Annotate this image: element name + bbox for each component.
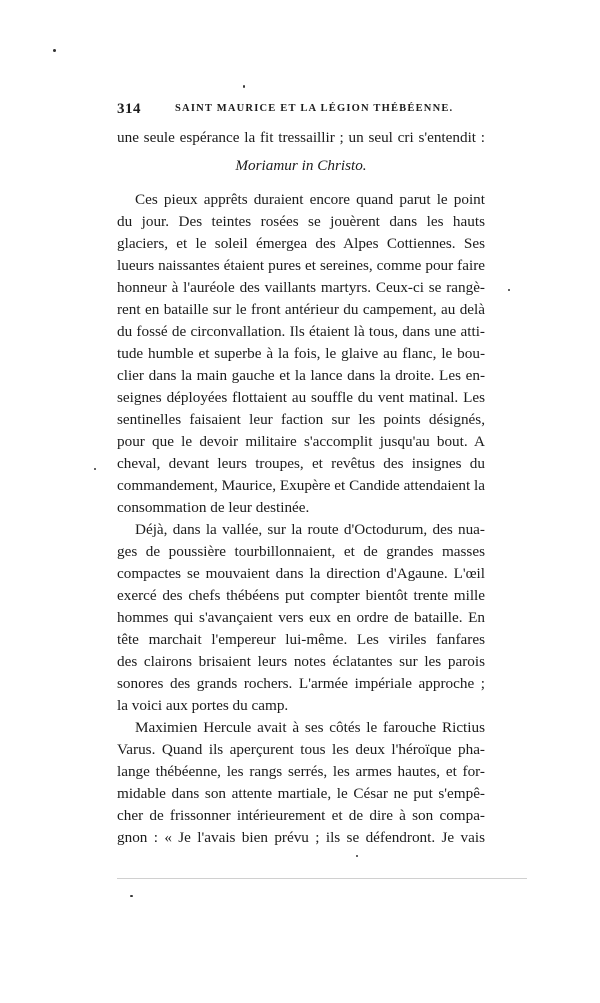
text-line: Varus. Quand ils aperçurent tous les deux l'héroïque pha- [117, 741, 485, 758]
body-text [117, 127, 485, 849]
text-line: une seule espérance la fit tressaillir ; un seul cri s'entendit : [117, 129, 485, 146]
page-number: 314 [117, 101, 141, 117]
print-speck [130, 895, 133, 897]
text-line: lueurs naissantes étaient pures et sereines, comme pour faire [117, 257, 485, 274]
print-speck [243, 85, 245, 88]
text-line: hommes qui s'avançaient vers eux en ordre de bataille. En [117, 609, 485, 626]
text-line: tude humble et superbe à la fois, le glaive au flanc, le bou- [117, 345, 485, 362]
motto: Moriamur in Christo. [235, 157, 367, 174]
text-line: du fossé de circonvallation. Ils étaient là tous, dans une atti- [117, 323, 485, 340]
paragraph-1 [117, 189, 485, 519]
text-line: des clairons brisaient leurs notes éclatantes sur les parois [117, 653, 485, 670]
text-line: sentinelles faisaient leur faction sur les points désignés, [117, 411, 485, 428]
text-line: sonores des grands rochers. L'armée impériale approche ; [117, 675, 485, 692]
text-line: commandement, Maurice, Exupère et Candide attendaient la [117, 477, 485, 494]
text-line: pour que le devoir militaire s'accomplit jusqu'au bout. A [117, 433, 485, 450]
text-line: exercé des chefs thébéens put compter bientôt trente mille [117, 587, 485, 604]
text-line: seignes déployées flottaient au souffle du vent matinal. Les [117, 389, 485, 406]
print-speck [356, 855, 358, 857]
text-line: honneur à l'auréole des vaillants martyrs. Ceux-ci se rangè- [117, 279, 485, 296]
running-title: SAINT MAURICE ET LA LÉGION THÉBÉENNE. [175, 103, 454, 114]
print-speck [94, 468, 96, 470]
text-line: clier dans la main gauche et la lance dans la droite. Les en- [117, 367, 485, 384]
text-line: cher de frissonner intérieurement et de dire à son compa- [117, 807, 485, 824]
print-speck [53, 49, 56, 52]
text-line: tête marchait l'empereur lui-même. Les viriles fanfares [117, 631, 485, 648]
text-line: consommation de leur destinée. [117, 499, 310, 516]
text-line: lange thébéenne, les rangs serrés, les armes hautes, et for- [117, 763, 485, 780]
text-line: cheval, devant leurs troupes, et revêtus des insignes du [117, 455, 485, 472]
text-line: midable dans son attente martiale, le César ne put s'empê- [117, 785, 485, 802]
text-line: rent en bataille sur le front antérieur du campement, au delà [117, 301, 485, 318]
text-line: compactes se mouvaient dans la direction d'Agaune. L'œil [117, 565, 485, 582]
text-line: Déjà, dans la vallée, sur la route d'Octodurum, des nua- [135, 521, 485, 538]
text-line: glaciers, et le soleil émergea des Alpes Cottiennes. Ses [117, 235, 485, 252]
text-line: ges de poussière tourbillonnaient, et de grandes masses [117, 543, 485, 560]
text-line: Maximien Hercule avait à ses côtés le farouche Rictius [135, 719, 485, 736]
text-line: Ces pieux apprêts duraient encore quand parut le point [135, 191, 485, 208]
paragraph-3 [117, 717, 485, 849]
text-line: gnon : « Je l'avais bien prévu ; ils se défendront. Je vais [117, 829, 485, 846]
text-line: du jour. Des teintes rosées se jouèrent dans les hauts [117, 213, 485, 230]
print-speck [508, 289, 510, 291]
running-head [117, 101, 485, 121]
page-edge-rule [117, 878, 527, 879]
text-line: la voici aux portes du camp. [117, 697, 289, 714]
paragraph-2 [117, 519, 485, 717]
